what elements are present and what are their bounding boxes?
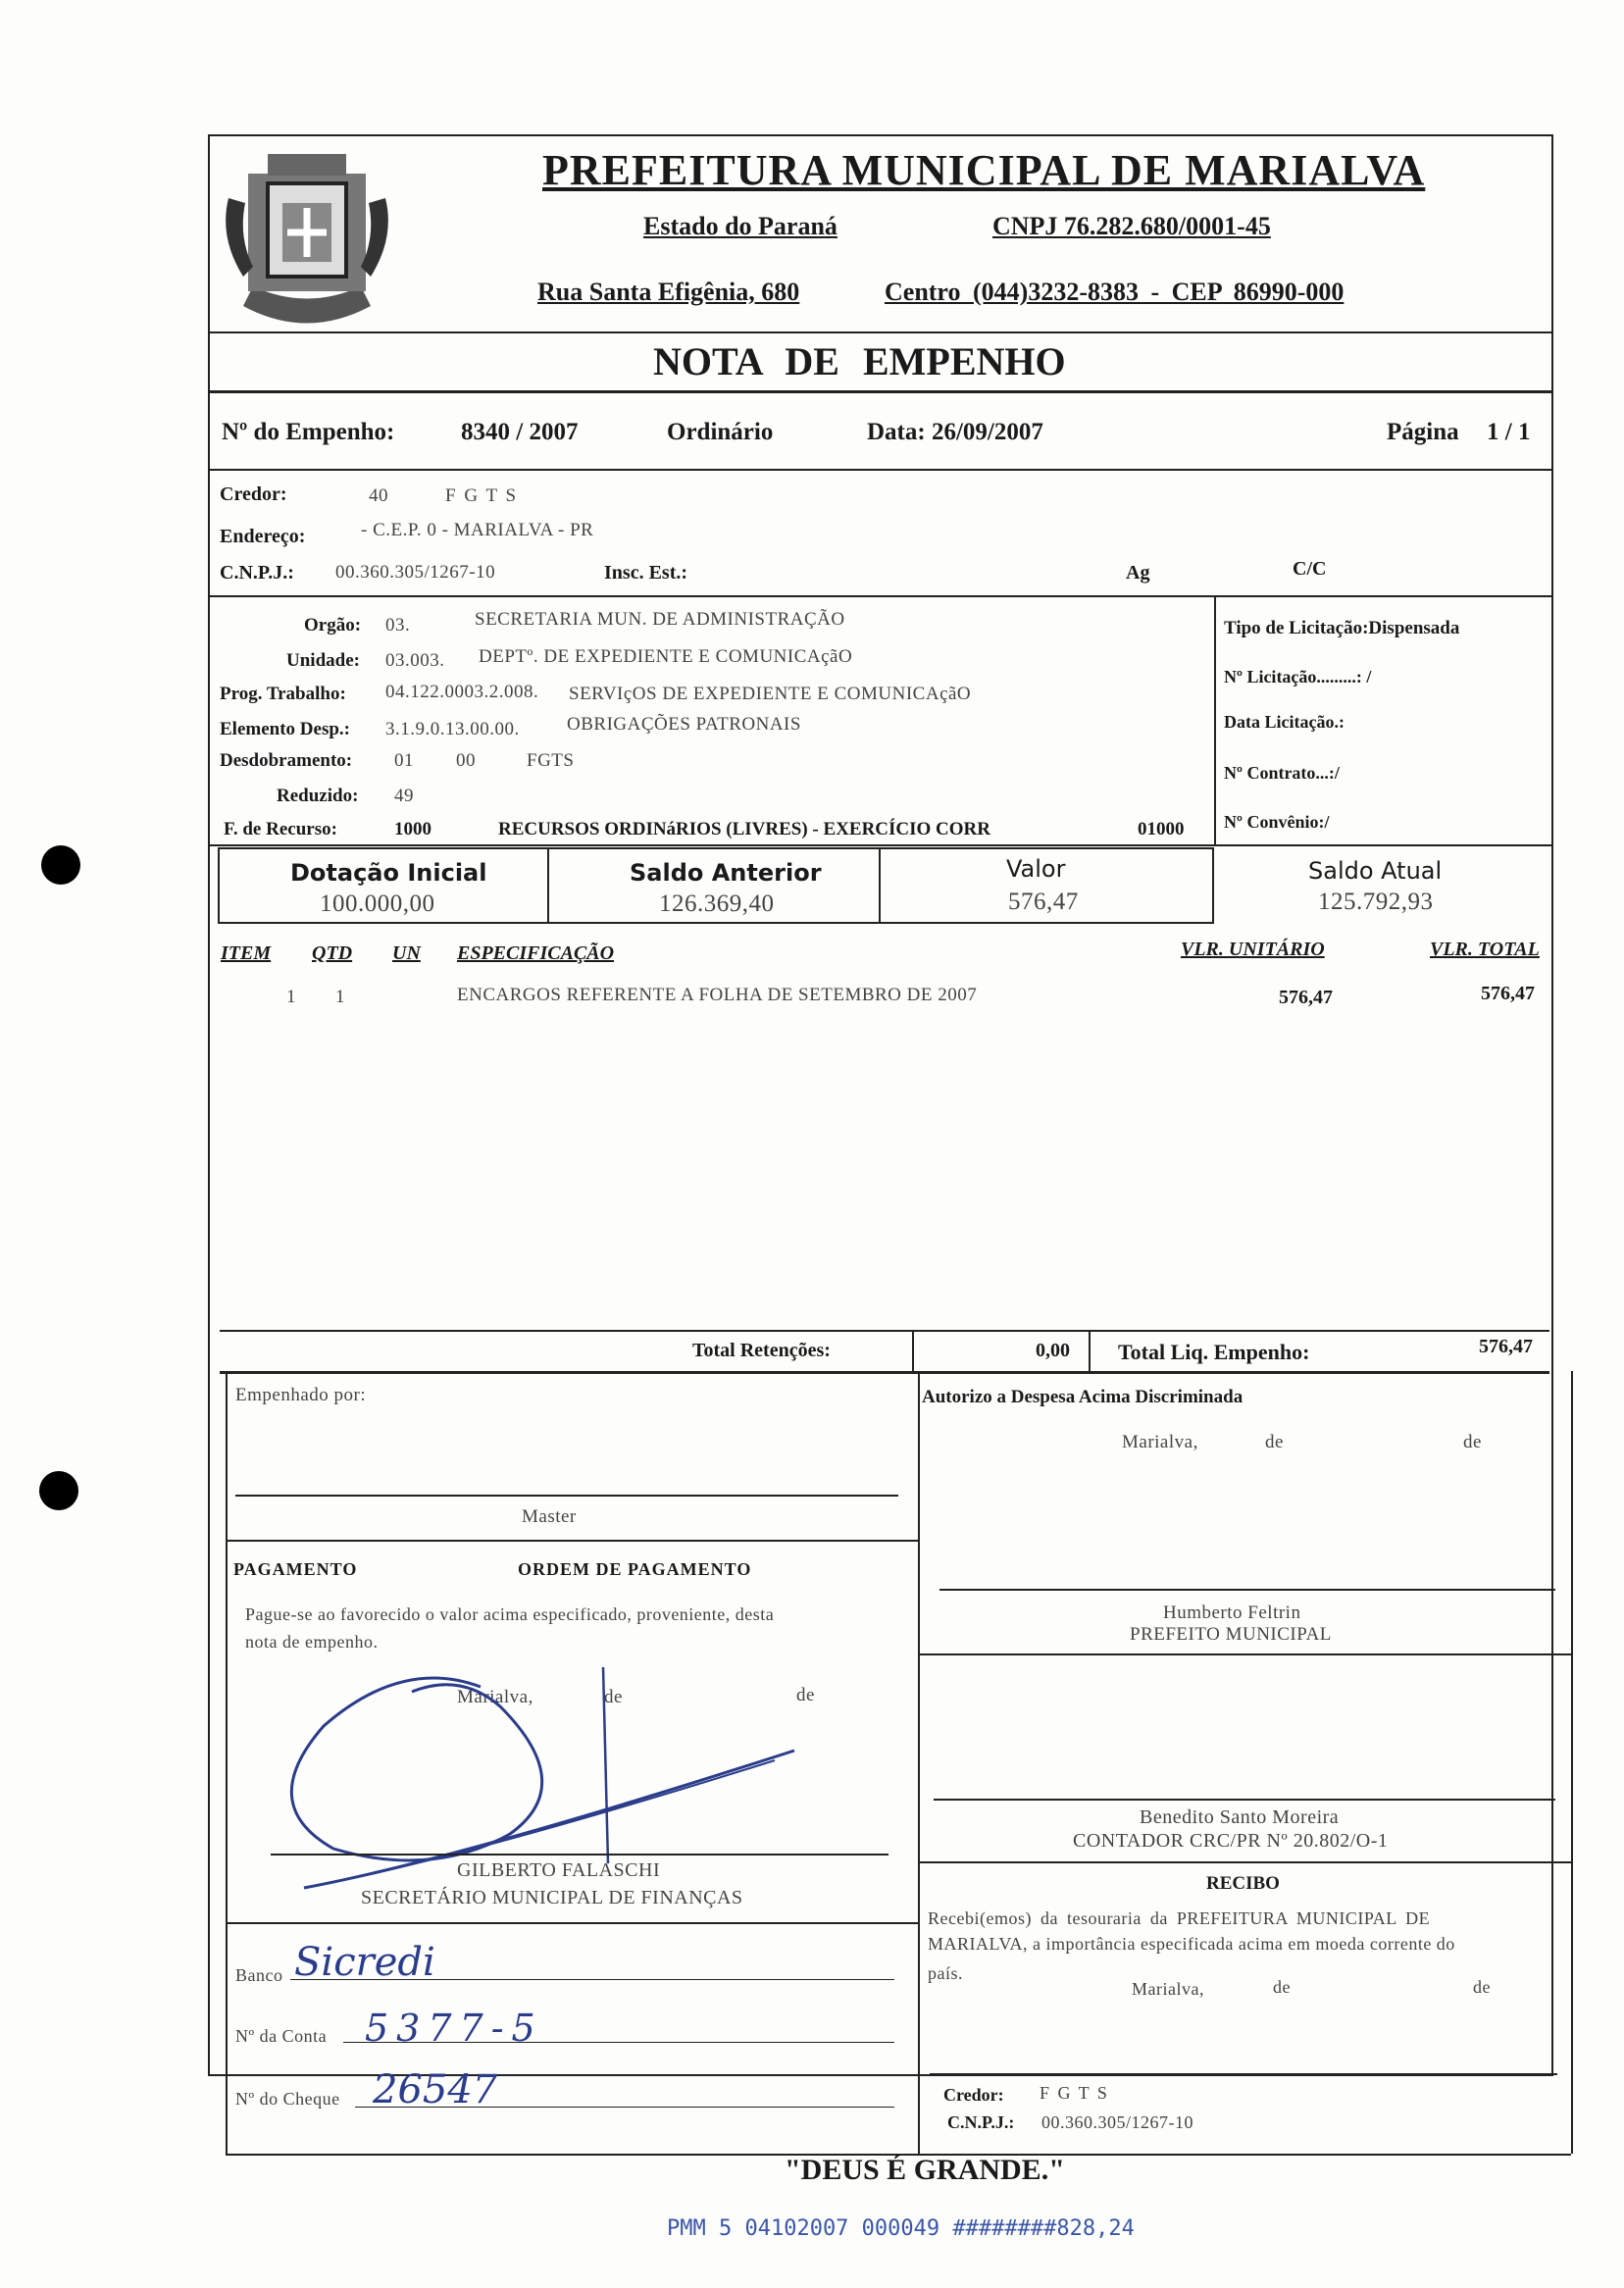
header-cnpj: CNPJ 76.282.680/0001-45 (992, 212, 1271, 240)
crest-icon (214, 139, 400, 326)
cc-label: C/C (1293, 558, 1327, 580)
recibo-cnpj-value: 00.360.305/1267-10 (1041, 2112, 1193, 2132)
row-especificacao: ENCARGOS REFERENTE A FOLHA DE SETEMBRO DE 2007 (457, 985, 978, 1005)
row-item: 1 (286, 987, 296, 1007)
divider (208, 469, 1553, 471)
recibo-credor-value: F G T S (1040, 2083, 1109, 2103)
recurso-label: F. de Recurso: (224, 819, 337, 839)
desdobramento-desc: FGTS (527, 750, 575, 771)
row-qtd: 1 (335, 987, 345, 1007)
pague-text-1: Pague-se ao favorecido o valor acima especificado, proveniente, desta (245, 1604, 775, 1624)
recurso-desc: RECURSOS ORDINáRIOS (LIVRES) - EXERCÍCIO CORR (498, 819, 990, 839)
divider (208, 844, 1553, 846)
reduzido-value: 49 (394, 786, 414, 806)
unidade-value: 03.003. (385, 650, 445, 671)
total-retencoes-value: 0,00 (1036, 1340, 1070, 1361)
col-qtd: QTD (312, 942, 353, 964)
divider (226, 1540, 918, 1542)
page-number: 1 / 1 (1487, 419, 1531, 445)
divider (208, 390, 1553, 393)
divider (1214, 595, 1216, 844)
recibo-heading: RECIBO (1206, 1873, 1280, 1894)
total-retencoes-label: Total Retenções: (692, 1340, 831, 1361)
crest-emblem (214, 139, 400, 326)
ordem-de-1: de (604, 1687, 623, 1707)
cheque-label: Nº do Cheque (235, 2089, 340, 2109)
cnpj-label: C.N.P.J.: (220, 562, 294, 584)
unidade-label: Unidade: (286, 650, 360, 671)
ordem-pagamento-heading: ORDEM DE PAGAMENTO (518, 1559, 752, 1579)
pagamento-heading: PAGAMENTO (233, 1559, 358, 1579)
recibo-cnpj-label: C.N.P.J.: (947, 2112, 1015, 2132)
desdobramento-b: 00 (456, 750, 476, 771)
prog-label: Prog. Trabalho: (220, 684, 346, 704)
payment-stamp: PMM 5 04102007 000049 ########828,24 (667, 2216, 1135, 2241)
col-item: ITEM (221, 942, 272, 964)
autorizo-de-1: de (1265, 1432, 1284, 1452)
autorizo-heading: Autorizo a Despesa Acima Discriminada (922, 1387, 1243, 1407)
punch-hole-top (41, 845, 80, 885)
valor-value: 576,47 (1008, 889, 1079, 915)
header-title: PREFEITURA MUNICIPAL DE MARIALVA (542, 146, 1426, 194)
recibo-de-1: de (1273, 1977, 1291, 1997)
saldo-atual-value: 125.792,93 (1318, 889, 1434, 915)
col-vlr-unitario: VLR. UNITÁRIO (1181, 939, 1325, 960)
recibo-de-2: de (1473, 1977, 1491, 1997)
recibo-text-3: país. (928, 1963, 963, 1983)
recurso-value: 1000 (394, 819, 431, 839)
empenho-number-label: Nº do Empenho: (222, 419, 395, 445)
header-contact: Centro (044)3232-8383 - CEP 86990-000 (885, 278, 1345, 306)
signature-line (934, 1799, 1555, 1801)
reduzido-label: Reduzido: (277, 786, 359, 806)
empenhado-por-label: Empenhado por: (235, 1385, 367, 1405)
secretario-name: GILBERTO FALASCHI (457, 1859, 661, 1881)
field-line (290, 1979, 894, 1980)
divider (918, 1653, 1571, 1655)
divider (1089, 1330, 1091, 1371)
divider (220, 1371, 1549, 1374)
licitacao-tipo: Tipo de Licitação:Dispensada (1224, 618, 1460, 638)
signature-line (930, 2073, 1557, 2075)
valor-label: Valor (1006, 855, 1066, 883)
empenho-date: Data: 26/09/2007 (867, 419, 1043, 445)
row-vlr-total: 576,47 (1481, 983, 1535, 1004)
licitacao-data: Data Licitação.: (1224, 712, 1345, 732)
divider (1571, 1371, 1573, 2154)
divider (918, 1371, 920, 2154)
cnpj-value: 00.360.305/1267-10 (335, 562, 496, 583)
desdobramento-a: 01 (394, 750, 414, 771)
endereco-value: - C.E.P. 0 - MARIALVA - PR (361, 520, 594, 540)
banco-label: Banco (235, 1965, 283, 1985)
prefeito-name: Humberto Feltrin (1163, 1602, 1301, 1623)
recibo-marialva: Marialva, (1132, 1979, 1204, 1999)
orgao-label: Orgão: (304, 615, 362, 636)
header-state: Estado do Paraná (643, 212, 837, 240)
conta-value: 5377-5 (365, 2007, 543, 2050)
contador-name: Benedito Santo Moreira (1140, 1806, 1340, 1828)
divider (879, 847, 881, 924)
banco-value: Sicredi (294, 1940, 435, 1985)
signature-line (271, 1854, 888, 1856)
ordem-de-2: de (796, 1685, 815, 1705)
divider (220, 1330, 1549, 1332)
contador-title: CONTADOR CRC/PR Nº 20.802/O-1 (1073, 1830, 1389, 1852)
licitacao-numero: Nº Licitação.........: / (1224, 667, 1372, 686)
col-vlr-total: VLR. TOTAL (1430, 939, 1540, 960)
prefeito-title: PREFEITO MUNICIPAL (1130, 1624, 1332, 1645)
prog-desc: SERVIçOS DE EXPEDIENTE E COMUNICAçãO (569, 684, 972, 704)
ag-label: Ag (1126, 562, 1150, 584)
orgao-value: 03. (385, 615, 411, 636)
recibo-credor-label: Credor: (943, 2085, 1004, 2105)
page-label: Página (1387, 419, 1459, 445)
autorizo-de-2: de (1463, 1432, 1482, 1452)
divider (912, 1330, 914, 1371)
doc-title: NOTA DE EMPENHO (653, 339, 1066, 383)
endereco-label: Endereço: (220, 526, 306, 547)
autorizo-marialva: Marialva, (1122, 1432, 1198, 1452)
signature-line (235, 1495, 898, 1497)
punch-hole-bottom (39, 1471, 78, 1510)
contrato-numero: Nº Contrato...:/ (1224, 763, 1340, 783)
total-liq-label: Total Liq. Empenho: (1118, 1340, 1310, 1364)
prog-value: 04.122.0003.2.008. (385, 682, 539, 702)
divider (226, 1922, 918, 1924)
divider (918, 1861, 1571, 1863)
credor-code: 40 (369, 485, 388, 506)
saldo-anterior-label: Saldo Anterior (630, 859, 822, 887)
recibo-text-1: Recebi(emos) da tesouraria da PREFEITURA MUNICIPAL DE (928, 1908, 1431, 1928)
desdobramento-label: Desdobramento: (220, 750, 353, 771)
credor-name: F G T S (445, 485, 519, 506)
conta-label: Nº da Conta (235, 2026, 328, 2046)
col-un: UN (392, 942, 421, 964)
total-liq-value: 576,47 (1479, 1336, 1533, 1357)
secretario-title: SECRETÁRIO MUNICIPAL DE FINANÇAS (361, 1887, 743, 1908)
field-line (355, 2107, 894, 2108)
footer-motto: "DEUS É GRANDE." (785, 2154, 1065, 2186)
signature-line (939, 1589, 1555, 1591)
empenhado-por-name: Master (522, 1506, 577, 1527)
secretario-signature (265, 1667, 814, 1922)
divider (226, 1371, 228, 2154)
recibo-text-2: MARIALVA, a importância especificada acima em moeda corrente do (928, 1934, 1455, 1954)
orgao-desc: SECRETARIA MUN. DE ADMINISTRAÇÃO (475, 609, 845, 630)
empenho-type: Ordinário (667, 419, 774, 445)
insc-est-label: Insc. Est.: (604, 562, 688, 584)
unidade-desc: DEPTº. DE EXPEDIENTE E COMUNICAçãO (479, 646, 853, 667)
divider (547, 847, 549, 924)
field-line (343, 2042, 894, 2043)
ordem-marialva: Marialva, (457, 1687, 533, 1707)
empenho-number: 8340 / 2007 (461, 419, 579, 445)
dotacao-inicial-label: Dotação Inicial (290, 859, 487, 887)
elemento-desc: OBRIGAÇÕES PATRONAIS (567, 714, 801, 735)
cheque-value: 26547 (373, 2067, 498, 2112)
row-vlr-unitario: 576,47 (1279, 987, 1333, 1008)
credor-label: Credor: (220, 483, 287, 505)
elemento-label: Elemento Desp.: (220, 719, 350, 739)
convenio-numero: Nº Convênio:/ (1224, 812, 1330, 832)
divider (208, 595, 1553, 597)
pague-text-2: nota de empenho. (245, 1632, 379, 1652)
dotacao-inicial-value: 100.000,00 (320, 890, 435, 917)
elemento-value: 3.1.9.0.13.00.00. (385, 719, 520, 739)
saldo-atual-label: Saldo Atual (1308, 857, 1443, 885)
col-especificacao: ESPECIFICAÇÃO (457, 942, 615, 964)
header-address: Rua Santa Efigênia, 680 (537, 278, 800, 306)
recurso-code: 01000 (1138, 819, 1185, 839)
divider (208, 331, 1553, 333)
saldo-anterior-value: 126.369,40 (659, 890, 775, 917)
